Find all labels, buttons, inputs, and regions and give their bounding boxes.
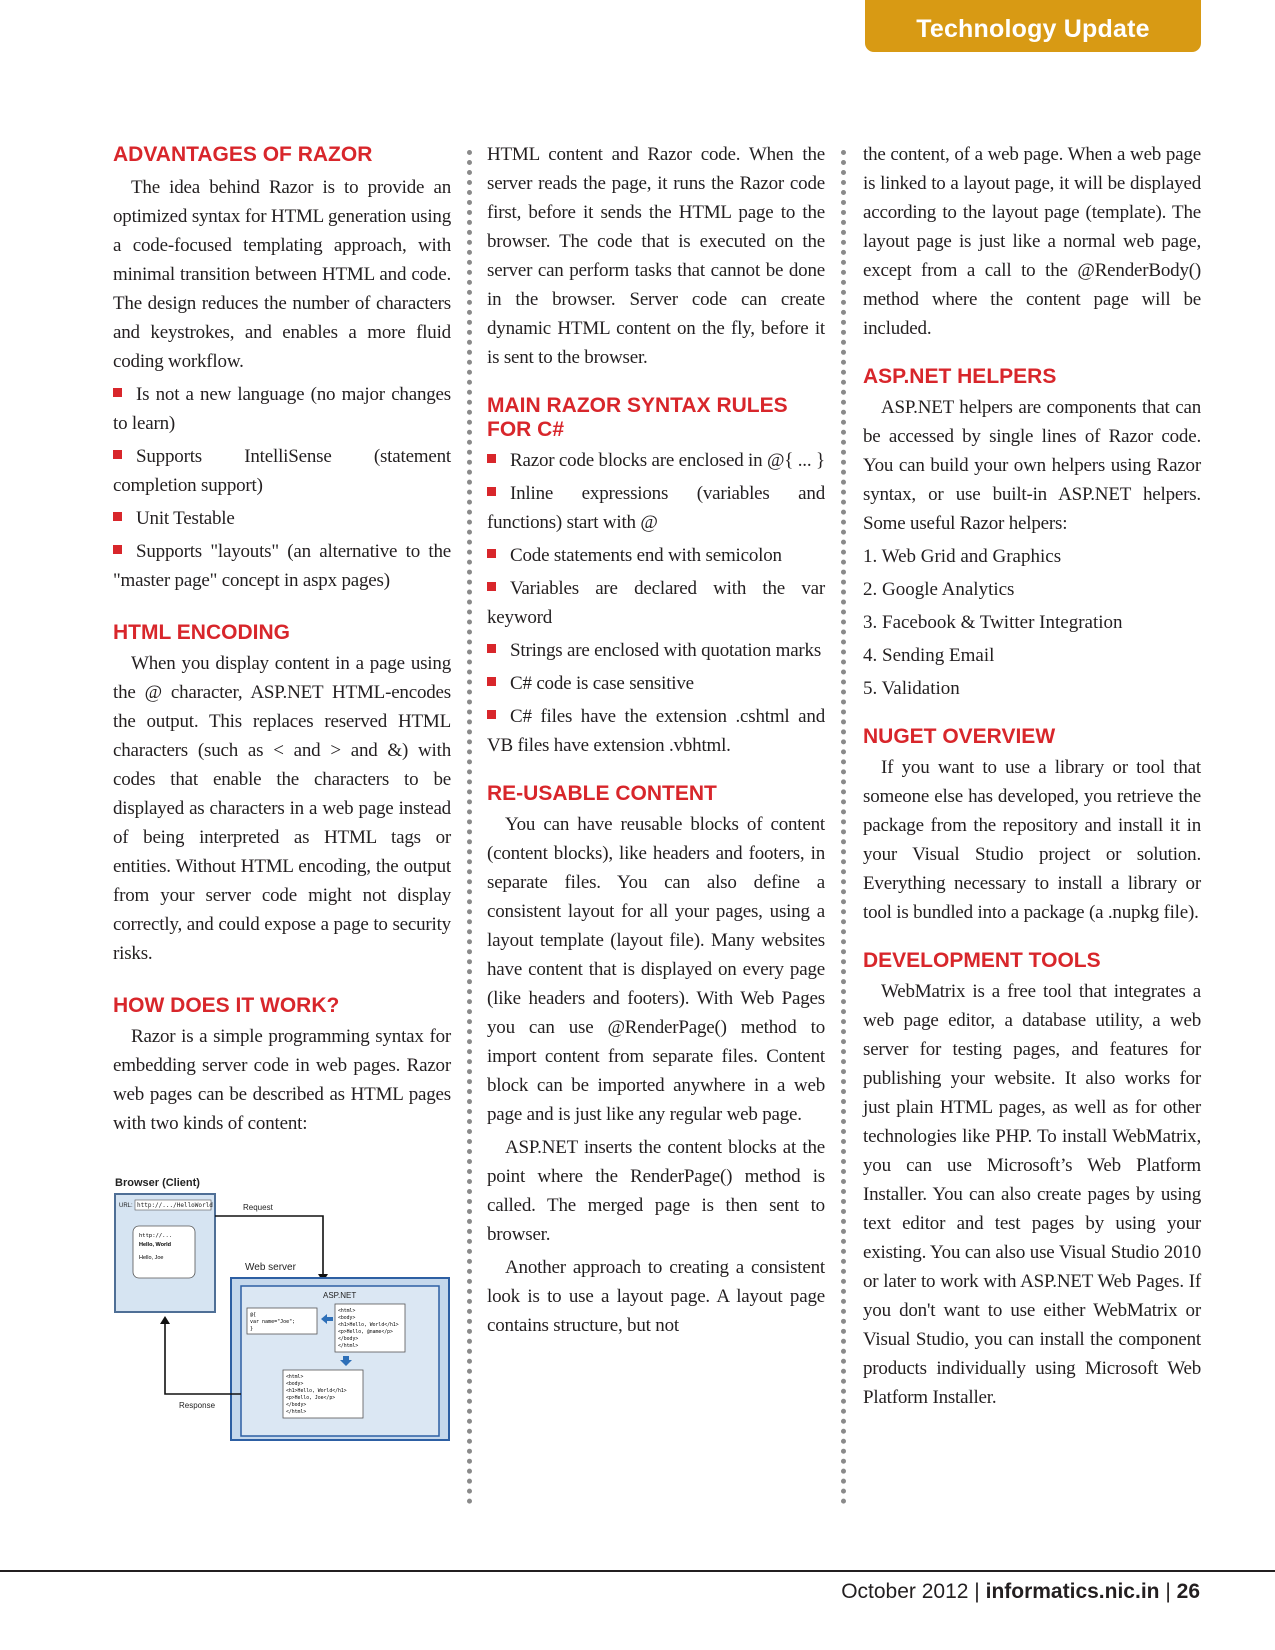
list-item: 5. Validation — [863, 678, 960, 699]
svg-text:<p>Hello, Joe</p>: <p>Hello, Joe</p> — [286, 1396, 336, 1401]
footer-rule — [0, 1570, 1275, 1572]
bullet-square-icon — [487, 710, 496, 719]
bullet-square-icon — [113, 512, 122, 521]
heading-dev-tools: DEVELOPMENT TOOLS — [863, 949, 1101, 972]
numbered-list — [863, 542, 1201, 703]
heading-nuget: NUGET OVERVIEW — [863, 725, 1056, 748]
svg-text:</body>: </body> — [338, 1337, 359, 1342]
list-item: 2. Google Analytics — [863, 579, 1015, 600]
page-number: 26 — [1176, 1580, 1200, 1603]
list-item: Is not a new language (no major changes to learn) — [113, 384, 451, 434]
svg-text:<h1>Hello, World</h1>: <h1>Hello, World</h1> — [286, 1389, 347, 1394]
list-item: 4. Sending Email — [863, 645, 995, 666]
svg-text:<html>: <html> — [338, 1309, 356, 1314]
heading-how-it-works: HOW DOES IT WORK? — [113, 994, 340, 1017]
url-label: URL: — [119, 1203, 133, 1209]
bullet-list — [113, 380, 451, 595]
bullet-square-icon — [487, 677, 496, 686]
paragraph: the content, of a web page. When a web page is linked to a layout page, it will be displayed according to the layout page (template). The layout page is just like a normal web page, except from a call to the @RenderBody() method where the content page will be included. — [863, 144, 1201, 339]
footer-date: October 2012 — [841, 1580, 969, 1603]
list-item: Variables are declared with the var keyword — [487, 578, 825, 628]
column-2 — [487, 143, 825, 1344]
bullet-square-icon — [487, 644, 496, 653]
paragraph: Razor is a simple programming syntax for embedding server code in web pages. Razor web pages can be described as HTML pages with two kinds of content: — [113, 1026, 451, 1134]
svg-text:<p>Hello, @name</p>: <p>Hello, @name</p> — [338, 1330, 393, 1335]
list-item: Strings are enclosed with quotation marks — [487, 636, 825, 665]
heading-advantages: ADVANTAGES OF RAZOR — [113, 143, 373, 166]
svg-text:</html>: </html> — [338, 1344, 359, 1349]
url-value: http://.../HelloWorld — [137, 1202, 213, 1209]
heading-html-encoding: HTML ENCODING — [113, 621, 290, 644]
svg-text:<body>: <body> — [338, 1316, 356, 1321]
column-1 — [113, 143, 451, 1444]
heading-syntax-rules: MAIN RAZOR SYNTAX RULES FOR C# — [487, 394, 788, 441]
browser-label: Browser (Client) — [115, 1177, 200, 1189]
column-3 — [863, 143, 1201, 1416]
svg-text:http://...: http://... — [139, 1233, 173, 1239]
footer-separator: | — [974, 1580, 980, 1603]
list-item: C# files have the extension .cshtml and VB files have extension .vbhtml. — [487, 706, 825, 756]
list-item: Code statements end with semicolon — [487, 541, 825, 570]
paragraph: ASP.NET inserts the content blocks at the point where the RenderPage() method is called. The merged page is then sent to browser. — [487, 1137, 825, 1245]
list-item: Razor code blocks are enclosed in @{ ... } — [487, 446, 825, 475]
svg-text:Hello, Joe: Hello, Joe — [139, 1255, 164, 1261]
list-item: C# code is case sensitive — [487, 669, 825, 698]
footer-site: informatics.nic.in — [985, 1580, 1160, 1603]
server-label: Web server — [245, 1262, 296, 1273]
bullet-square-icon — [487, 549, 496, 558]
svg-text:<html>: <html> — [286, 1375, 304, 1380]
svg-text:</html>: </html> — [286, 1410, 307, 1415]
list-item: Supports "layouts" (an alternative to the "master page" concept in aspx pages) — [113, 541, 451, 591]
footer-separator: | — [1165, 1580, 1171, 1603]
list-item: Inline expressions (variables and functions) start with @ — [487, 483, 825, 533]
paragraph: Another approach to creating a consistent look is to use a layout page. A layout page contains structure, but not — [487, 1257, 825, 1336]
heading-reusable-content: RE-USABLE CONTENT — [487, 782, 717, 805]
svg-text:Hello, World: Hello, World — [139, 1242, 171, 1248]
svg-text:<body>: <body> — [286, 1382, 304, 1387]
column-divider — [841, 150, 846, 1505]
bullet-square-icon — [487, 454, 496, 463]
aspnet-label: ASP.NET — [323, 1291, 357, 1300]
svg-text:}: } — [250, 1326, 254, 1332]
list-item: Unit Testable — [113, 504, 451, 533]
bullet-square-icon — [487, 487, 496, 496]
diagram-svg — [113, 1174, 453, 1444]
heading-aspnet-helpers: ASP.NET HELPERS — [863, 365, 1057, 388]
paragraph: You can have reusable blocks of content (content blocks), like headers and footers, in separate files. You can also define a consistent layout for all your pages, using a layout template (layout file). Many websites have content that is displayed on every page (like headers and footers). With Web Pages you can use @RenderPage() method to import content from separate files. Content block can be imported anywhere in a web page and is just like any regular web page. — [487, 814, 825, 1125]
razor-request-diagram — [113, 1174, 453, 1444]
bullet-square-icon — [113, 450, 122, 459]
svg-text:<h1>Hello, World</h1>: <h1>Hello, World</h1> — [338, 1323, 399, 1328]
svg-text:var name="Joe";: var name="Joe"; — [250, 1319, 296, 1325]
list-item: 1. Web Grid and Graphics — [863, 546, 1062, 567]
section-tab: Technology Update — [865, 0, 1201, 52]
paragraph: HTML content and Razor code. When the server reads the page, it runs the Razor code first, before it sends the HTML page to the browser. The code that is executed on the server can perform tasks that cannot be done in the browser. Server code can create dynamic HTML content on the fly, before it is sent to the browser. — [487, 144, 825, 368]
column-divider — [467, 150, 472, 1505]
svg-text:@{: @{ — [250, 1312, 257, 1318]
bullet-list — [487, 446, 825, 760]
bullet-square-icon — [487, 582, 496, 591]
bullet-square-icon — [113, 545, 122, 554]
paragraph: The idea behind Razor is to provide an optimized syntax for HTML generation using a code-focused templating approach, with minimal transition between HTML and code. The design reduces the number of characters and keystrokes, and enables a more fluid coding workflow. — [113, 177, 451, 372]
paragraph: WebMatrix is a free tool that integrates a web page editor, a database utility, a web server for testing pages, and features for publishing your website. It also works for just plain HTML pages, as well as for other technologies like PHP. To install WebMatrix, you can use Microsoft’s Web Platform Installer. You can also create pages by using text editor and test pages by using your existing. You can also use Visual Studio 2010 or later to work with ASP.NET Web Pages. If you don't want to use either WebMatrix or Visual Studio, you can install the component products individually using Microsoft Web Platform Installer. — [863, 981, 1201, 1408]
paragraph: When you display content in a page using the @ character, ASP.NET HTML-encodes the output. This replaces reserved HTML characters (such as < and > and &) with codes that enable the characters to be displayed as characters in a web page instead of being interpreted as HTML tags or entities. Without HTML encoding, the output from your server code might not display correctly, and could expose a page to security risks. — [113, 653, 451, 964]
paragraph: If you want to use a library or tool that someone else has developed, you retrieve the package from the repository and install it in your Visual Studio project or solution. Everything necessary to install a library or tool is bundled into a package (a .nupkg file). — [863, 757, 1201, 923]
list-item: 3. Facebook & Twitter Integration — [863, 612, 1123, 633]
page-footer — [841, 1578, 1200, 1606]
paragraph: ASP.NET helpers are components that can be accessed by single lines of Razor code. You can build your own helpers using Razor syntax, or use built-in ASP.NET helpers. Some useful Razor helpers: — [863, 397, 1201, 534]
response-arrow — [165, 1322, 241, 1394]
request-label: Request — [243, 1203, 273, 1212]
response-label: Response — [179, 1401, 216, 1410]
bullet-square-icon — [113, 388, 122, 397]
list-item: Supports IntelliSense (statement completion support) — [113, 446, 451, 496]
svg-text:</body>: </body> — [286, 1403, 307, 1408]
